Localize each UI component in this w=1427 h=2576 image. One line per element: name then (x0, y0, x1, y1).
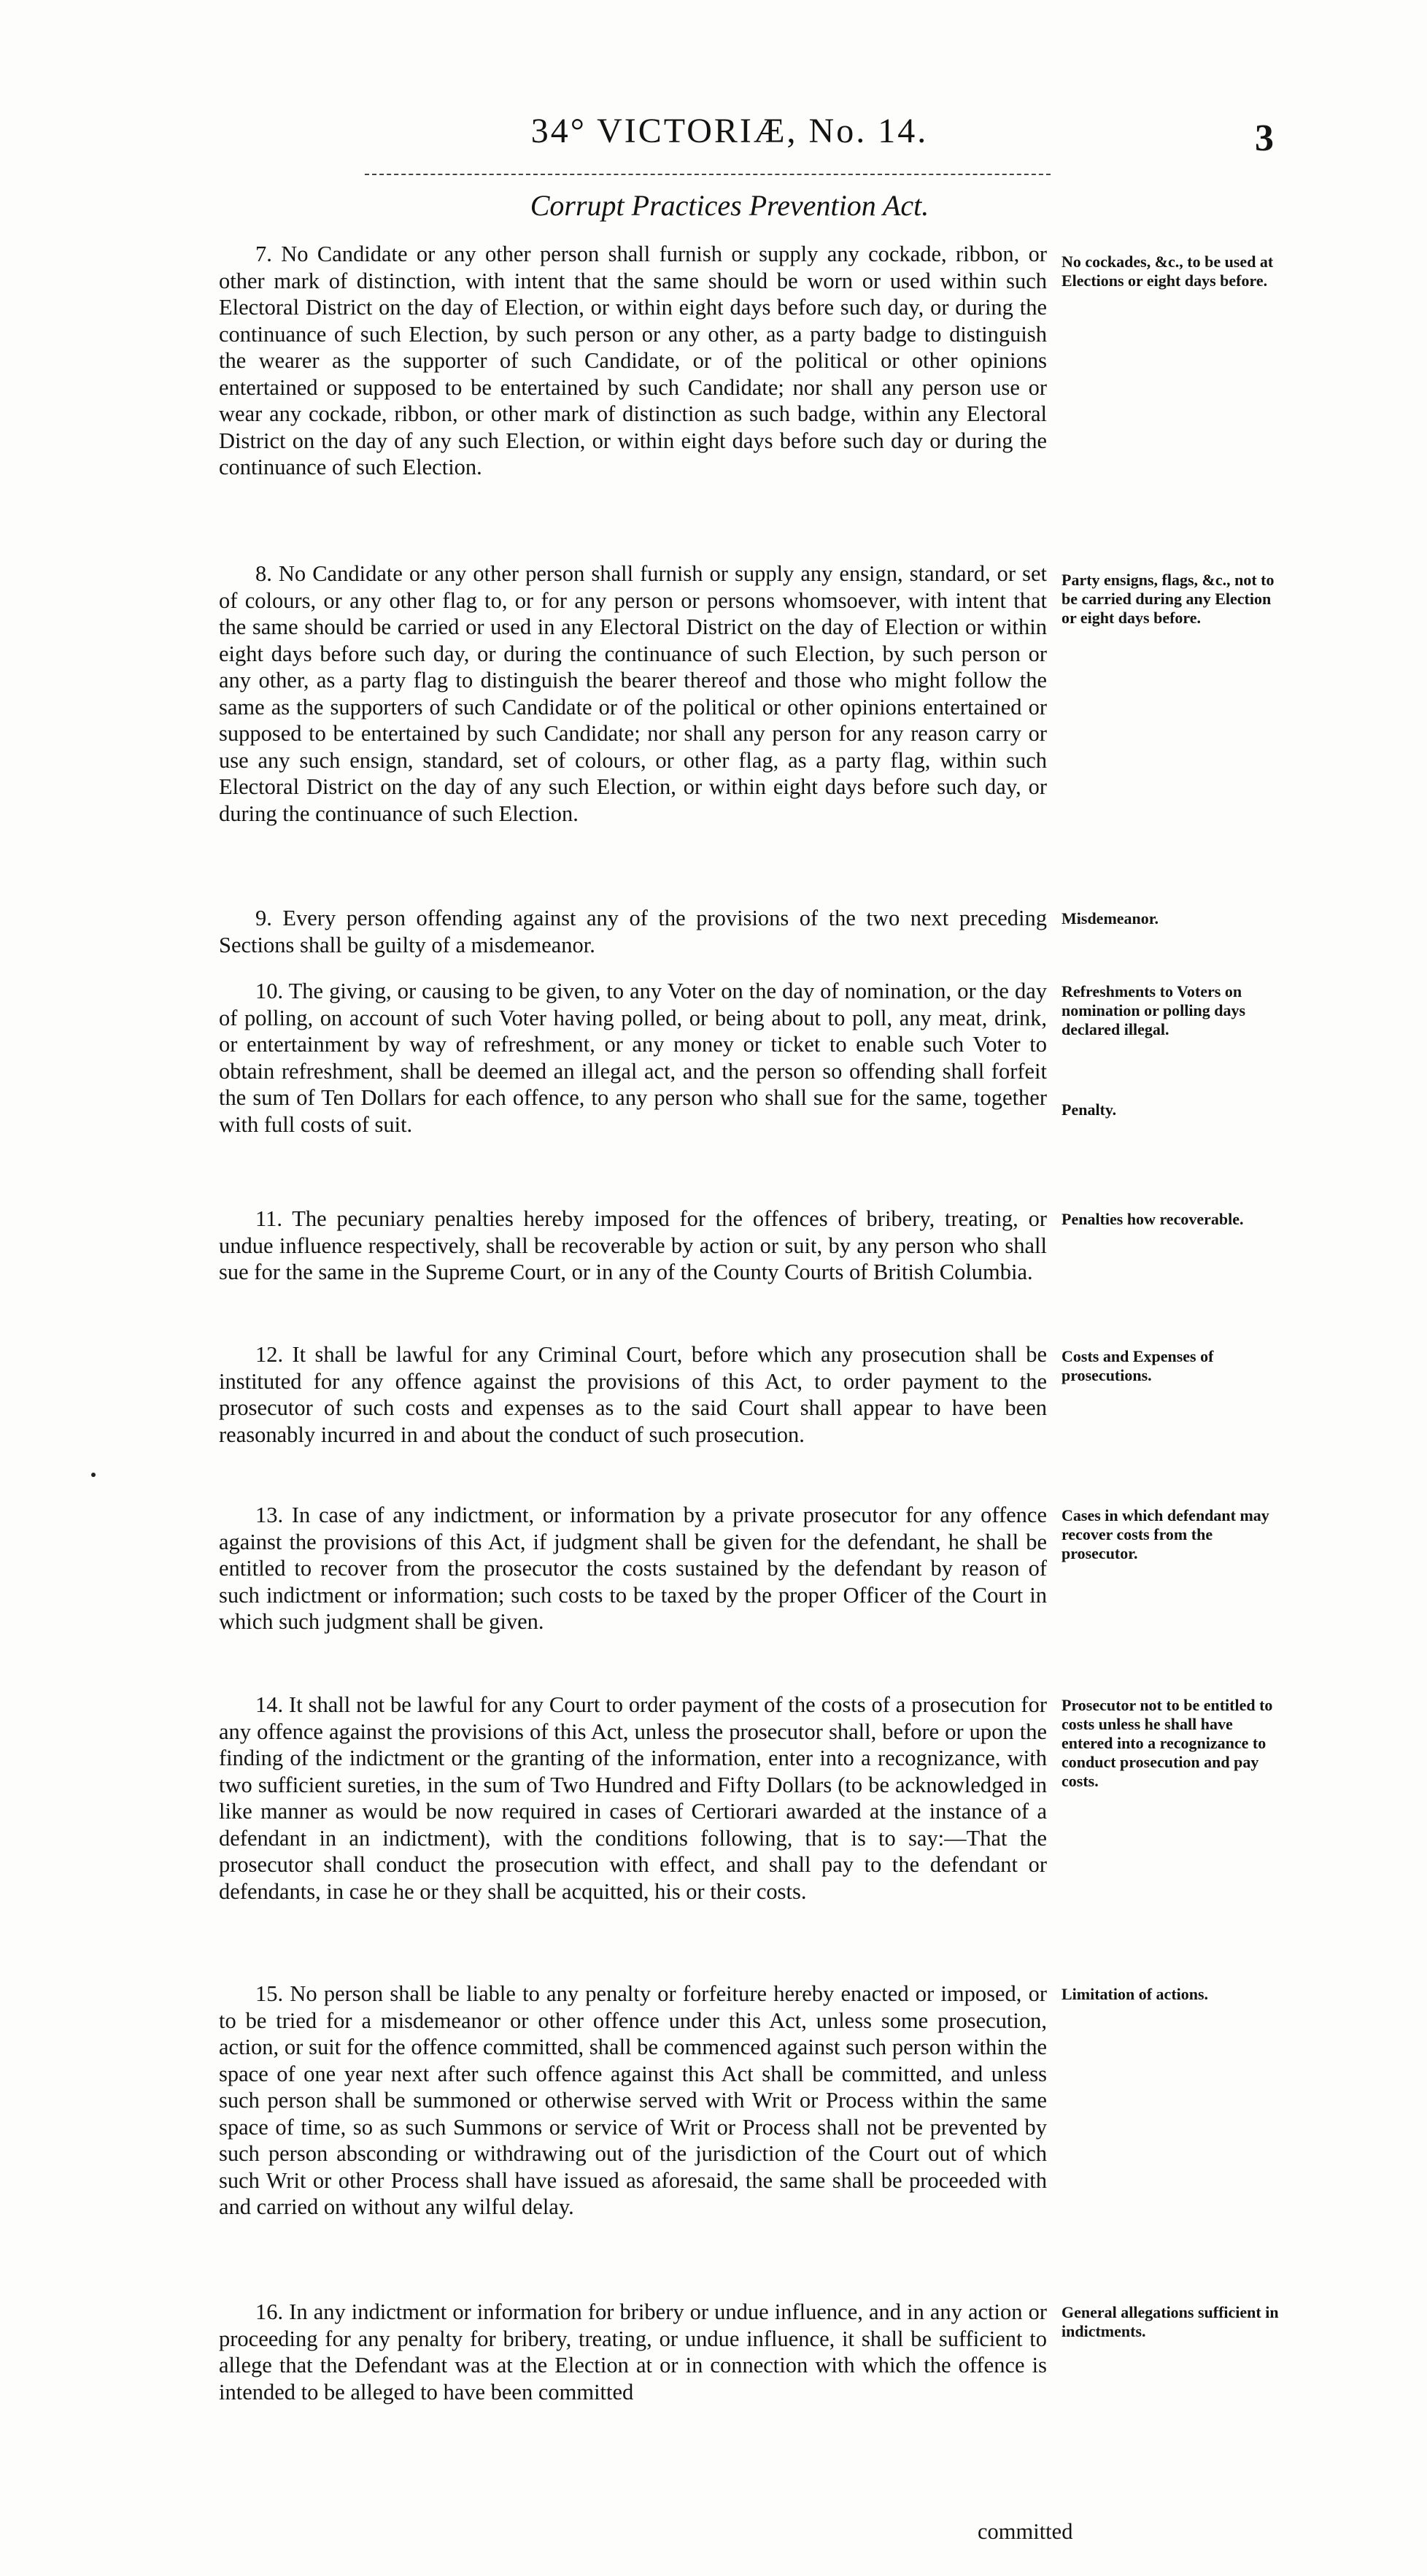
section-10-margin-note: Refreshments to Voters on nomination or polling days declared illegal. (1061, 982, 1246, 1038)
section-9-margin-note: Misdemeanor. (1061, 909, 1159, 928)
section-7-margin-note: No cockades, &c., to be used at Elections or eight days before. (1061, 252, 1274, 290)
page-number: 3 (1255, 117, 1274, 159)
section-14-margin-note: Prosecutor not to be entitled to costs unless he shall have entered into a recognizance to conduct prosecution and pay costs. (1061, 1696, 1273, 1790)
section-12-margin-note: Costs and Expenses of prosecutions. (1061, 1347, 1214, 1384)
section-13-text: 13. In case of any indictment, or information by a private prosecutor for any offence against the provisions of this Act, if judgment shall be given for the defendant, he shall be entitled to recover from the prosecutor the costs sustained by the defendant by reason of such indictment or information; such costs to be taxed by the proper Officer of the Court in which such judgment shall be given. (219, 1503, 1047, 1634)
section-7-text: 7. No Candidate or any other person shall furnish or supply any cockade, ribbon, or other mark of distinction, with intent that the same should be worn or used within such Electoral District on the day of Election, or within eight days before such day, or during the continuance of such Election, by such person or any other, as a party badge to distinguish the wearer as the supporter of such Candidate, or of the political or other opinions entertained or supposed to be entertained by such Candidate; nor shall any person use or wear any cockade, ribbon, or other mark of distinction as such badge, within any Electoral District on the day of any such Election, or within eight days before such day or during the continuance of such Election. (219, 242, 1047, 479)
header-rule (365, 174, 1051, 175)
section-14-text: 14. It shall not be lawful for any Court to order payment of the costs of a prosecution for any offence against the provisions of this Act, unless the prosecutor shall, before or upon the finding of the indictment or the granting of the information, enter into a recognizance, with two sufficient sureties, in the sum of Two Hundred and Fifty Dollars (to be acknowledged in like manner as would be now required in cases of Certiorari awarded at the instance of a defendant in an indictment), with the conditions following, that is to say:—That the prosecutor shall conduct the prosecution with effect, and shall pay to the defendant or defendants, in case he or they shall be acquitted, his or their costs. (219, 1692, 1047, 1904)
section-16-margin-note: General allegations sufficient in indictments. (1061, 2303, 1279, 2340)
section-9-text: 9. Every person offending against any of the provisions of the two next preceding Sections shall be guilty of a misdemeanor. (219, 906, 1047, 957)
section-10-text: 10. The giving, or causing to be given, to any Voter on the day of nomination, or the day of polling, on account of such Voter having polled, or being about to poll, any meat, drink, or entertainment by way of refreshment, or any money or ticket to enable such Voter to obtain refreshment, shall be deemed an illegal act, and the person so offending shall forfeit the sum of Ten Dollars for each offence, to any person who shall sue for the same, together with full costs of suit. (219, 979, 1047, 1137)
section-13-margin-note: Cases in which defendant may recover costs from the prosecutor. (1061, 1506, 1269, 1562)
section-8-text: 8. No Candidate or any other person shall furnish or supply any ensign, standard, or set of colours, or any other flag to, or for any person or persons whomsoever, with intent that the same should be carried or used in any Electoral District on the day of Election or within eight days before such day, or during the continuance of such Election, by such person or any other, as a party flag to distinguish the bearer thereof and those who might follow the same as the supporters of such Candidate or of the political or other opinions entertained or supposed to be entertained by such Candidate; nor shall any person for any reason carry or use any such ensign, standard, set of colours, or other flag, as a party flag, within such Electoral District on the day of any such Election, or within eight days before such day, or during the continuance of such Election. (219, 561, 1047, 826)
section-16-text: 16. In any indictment or information for bribery or undue influence, and in any action or proceeding for any penalty for bribery, treating, or undue influence, it shall be sufficient to allege that the Defendant was at the Election at or in connection with which the offence is intended to be alleged to have been committed (219, 2299, 1047, 2405)
section-11-text: 11. The pecuniary penalties hereby imposed for the offences of bribery, treating, or undue influence respectively, shall be recoverable by action or suit, by any person who shall sue for the same in the Supreme Court, or in any of the County Courts of British Columbia. (219, 1206, 1047, 1284)
section-10-penalty-note: Penalty. (1061, 1100, 1117, 1119)
stray-mark (91, 1473, 96, 1477)
section-8-margin-note: Party ensigns, flags, &c., not to be carried during any Election or eight days before. (1061, 571, 1275, 627)
section-15-text: 15. No person shall be liable to any penalty or forfeiture hereby enacted or imposed, or to be tried for a misdemeanor or other offence under this Act, unless some prosecution, action, or suit for the offence committed, shall be commenced against such person within the space of one year next after such offence against this Act shall be committed, and unless such person shall be summoned or otherwise served with Writ or Process within the same space of time, so as such Summons or service of Writ or Process shall not be prevented by such person absconding or withdrawing out of the jurisdiction of the Court out of which such Writ or other Process shall have issued as aforesaid, the same shall be proceeded with and carried on without any wilful delay. (219, 1981, 1047, 2219)
catchword: committed (978, 2519, 1073, 2544)
act-subtitle: Corrupt Practices Prevention Act. (530, 189, 929, 222)
section-15-margin-note: Limitation of actions. (1061, 1985, 1209, 2003)
section-11-margin-note: Penalties how recoverable. (1061, 1210, 1244, 1228)
section-12-text: 12. It shall be lawful for any Criminal Court, before which any prosecution shall be instituted for any offence against the provisions of this Act, to order payment to the prosecutor of such costs and expenses as to the said Court shall appear to have been reasonably incurred in and about the conduct of such prosecution. (219, 1342, 1047, 1447)
running-header-title: 34° VICTORIÆ, No. 14. (530, 112, 929, 150)
